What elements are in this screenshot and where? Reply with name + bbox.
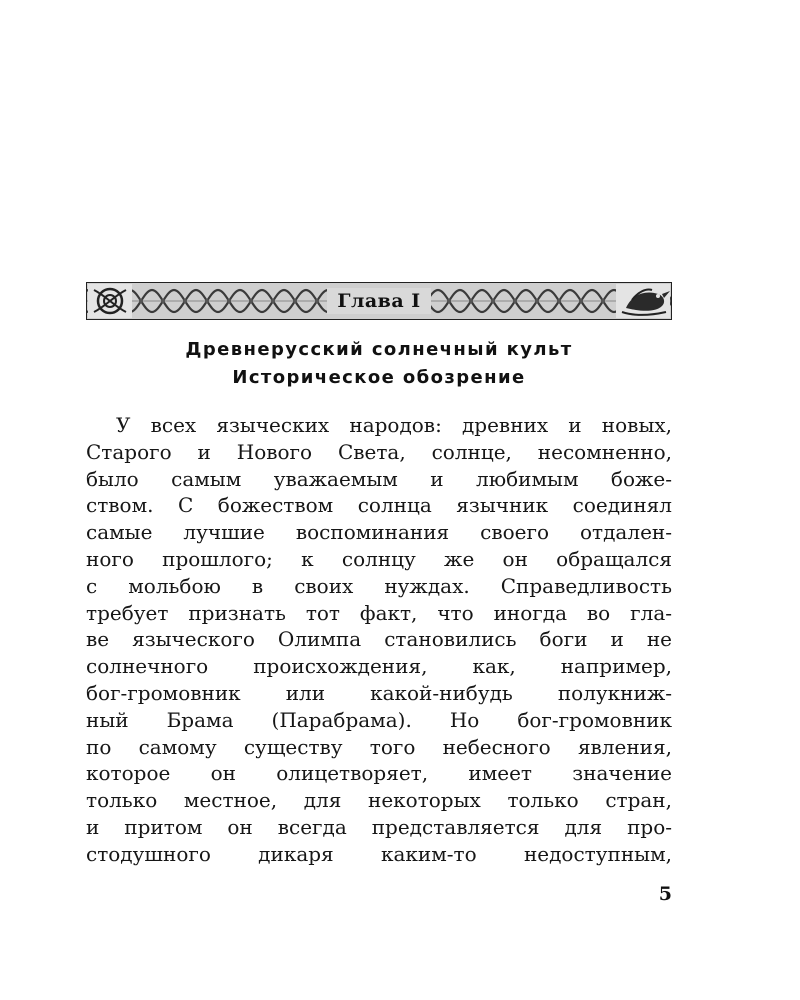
paragraph-line: стодушного дикаря каким-то недоступным,: [86, 841, 672, 866]
paragraph-line: самые лучшие воспоминания своего отдален-: [86, 520, 672, 545]
paragraph-line: с мольбою в своих нуждах. Справедливость: [86, 573, 672, 598]
paragraph-line: только местное, для некоторых только стран,: [86, 788, 672, 813]
page-number: 5: [658, 883, 672, 905]
paragraph-line: которое он олицетворяет, имеет значение: [86, 761, 672, 786]
paragraph-line: ством. С божеством солнца язычник соединял: [86, 493, 672, 518]
paragraph-line: У всех языческих народов: древних и новых,: [116, 413, 672, 437]
paragraph-line: по самому существу того небесного явления,: [86, 734, 672, 759]
chapter-title-wrap: [86, 282, 672, 320]
paragraph-line: ный Брама (Парабрама). Но бог-громовник: [86, 707, 672, 732]
chapter-banner: [86, 282, 672, 320]
chapter-subtitle: Древнерусский солнечный культ: [185, 339, 573, 360]
paragraph-line: ве языческого Олимпа становились боги и не: [86, 627, 672, 652]
paragraph-line: было самым уважаемым и любимым боже-: [86, 466, 672, 491]
paragraph-line: солнечного происхождения, как, например,: [86, 654, 672, 679]
paragraph-line: требует признать тот факт, что иногда во гла-: [86, 600, 672, 625]
paragraph-line: ного прошлого; к солнцу же он обращался: [86, 546, 672, 571]
paragraph-line: Старого и Нового Света, солнце, несомненно,: [86, 439, 672, 464]
paragraph-line: бог-громовник или какой-нибудь полукниж-: [86, 680, 672, 705]
body-paragraph: [86, 412, 672, 868]
chapter-section-title: Историческое обозрение: [232, 367, 526, 388]
chapter-title: Глава I: [327, 288, 430, 314]
paragraph-line: и притом он всегда представляется для про-: [86, 814, 672, 839]
chapter-headings: [86, 336, 672, 392]
